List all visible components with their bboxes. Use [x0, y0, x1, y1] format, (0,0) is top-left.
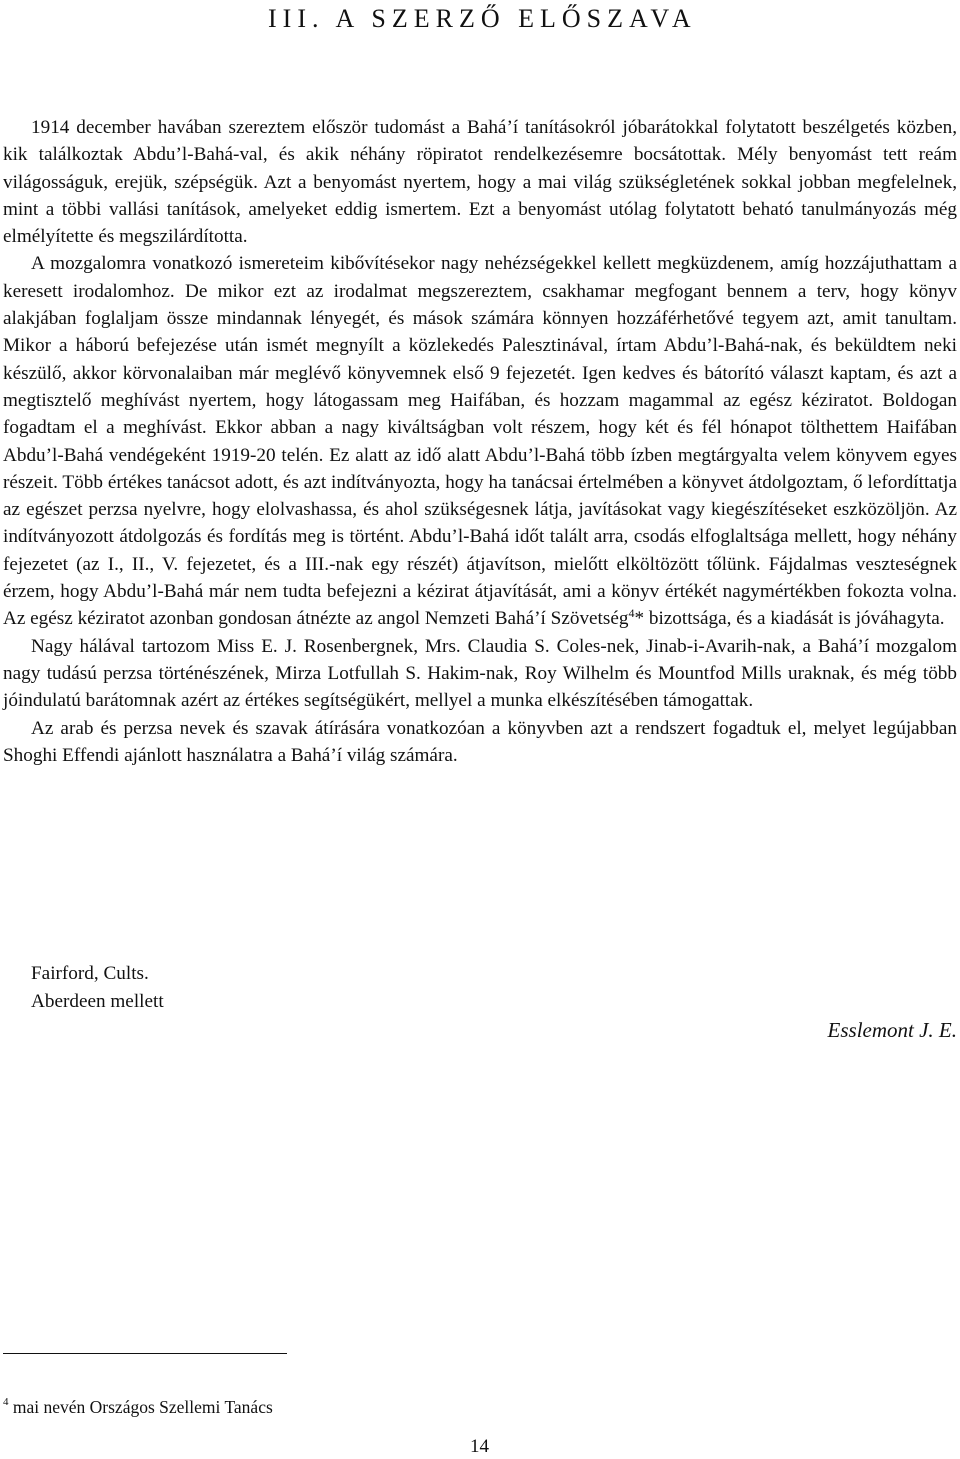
footnote [3, 1397, 273, 1418]
chapter-heading: III. A SZERZŐ ELŐSZAVA [268, 4, 697, 33]
paragraph-2 [3, 250, 957, 632]
preface-body [3, 114, 957, 769]
paragraph-3: Nagy hálával tartozom Miss E. J. Rosenbergnek, Mrs. Claudia S. Coles-nek, Jinab-i-Avarih-nak, a Bahá’í mozgalom nagy tudású perzsa történészének, Mirza Lotfullah S. Hakim-nak, Roy Wilhelm és Mountfod Mills uraknak, és még több jóindulatú barátomnak azért az értékes segítségükért, mellyel a munka elkészítésében támogattak. [3, 635, 957, 712]
place-line-2: Aberdeen mellett [31, 991, 164, 1012]
paragraph-1: 1914 december havában szereztem először tudomást a Bahá’í tanításokról jóbarátokkal folytatott beszélgetés közben, kik találkoztak Abdu’l-Bahá-val, és akik néhány röpiratot rendelkezésemre bocsátottak. Mély benyomást tett reám világosságuk, erejük, szépségük. Azt a benyomást nyertem, hogy a mai világ szükségletének sokkal jobban megfelelnek, mint a többi vallási tanítások, amelyeket eddig ismertem. Ezt a benyomást utólag folytatott beható tanulmányozás még elmélyítette és megszilárdította. [3, 117, 957, 248]
footnote-text: mai nevén Országos Szellemi Tanács [8, 1397, 273, 1417]
place-line-1: Fairford, Cults. [31, 963, 149, 984]
footnote-divider [3, 1353, 287, 1354]
paragraph-2-text: A mozgalomra vonatkozó ismereteim kibővítésekor nagy nehézségekkel kellett megküzdenem, amíg hozzájuthattam a keresett irodalomhoz. De mikor ezt az irodalmat megszereztem, csakhamar megfogant bennem a terv, hogy könyv alakjában foglaljam össze mindannak lényegét, és mások számára könnyen hozzáférhetővé tegyem azt, amit tanultam. Mikor a háború befejezése után ismét megnyílt a közlekedés Palesztinával, írtam Abdu’l-Bahá-nak, és beküldtem neki készülő, akkor körvonalaiban már meglévő könyvemnek első 9 fejezetét. Igen kedves és bátorító választ kaptam, és azt a megtisztelő meghívást nyertem, hogy látogassam meg Haifában, és hozzam magammal az egész kéziratot. Boldogan fogadtam el a meghívást. Ekkor abban a nagy kiváltságban volt részem, hogy két és fél hónapot tölthettem Haifában Abdu’l-Bahá vendégeként 1919-20 telén. Ez alatt az idő alatt Abdu’l-Bahá több ízben megtárgyalta velem könyvem egyes részeit. Több értékes tanácsot adott, és azt indítványozta, hogy ha tanácsai értelmében a könyvet átdolgoztam, ő lefordíttatja az egészet perzsa nyelvre, hogy elolvashassa, és ahol szükségesnek látja, javításokat vagy kiegészítéseket eszközöljön. Az indítványozott átdolgozás és fordítás meg is történt. Abdu’l-Bahá időt talált arra, csodás elfoglaltsága mellett, hogy néhány fejezetet (az I., II., V. fejezetet, és a III.-nak egy részét) átjavítson, mielőtt elköltözött tőlünk. Fájdalmas veszteségnek érzem, hogy Abdu’l-Bahá már nem tudta befejezni a kézirat átjavítását, ami a könyv értékét nagymértékben fokozta volna. Az egész kéziratot azonban gondosan átnézte az angol Nemzeti Bahá’í Szövetség [3, 253, 957, 630]
paragraph-2-tail: * bizottsága, és a kiadását is jóváhagyta. [634, 608, 945, 630]
author-signature: Esslemont J. E. [827, 1018, 957, 1042]
paragraph-4: Az arab és perzsa nevek és szavak átírására vonatkozóan a könyvben azt a rendszert fogadtuk el, melyet legújabban Shoghi Effendi ajánlott használatra a Bahá’í világ számára. [3, 717, 957, 766]
footnote-marker: 4 [3, 1396, 9, 1408]
page-number: 14 [470, 1436, 489, 1457]
footnote-reference: 4 [628, 606, 635, 621]
